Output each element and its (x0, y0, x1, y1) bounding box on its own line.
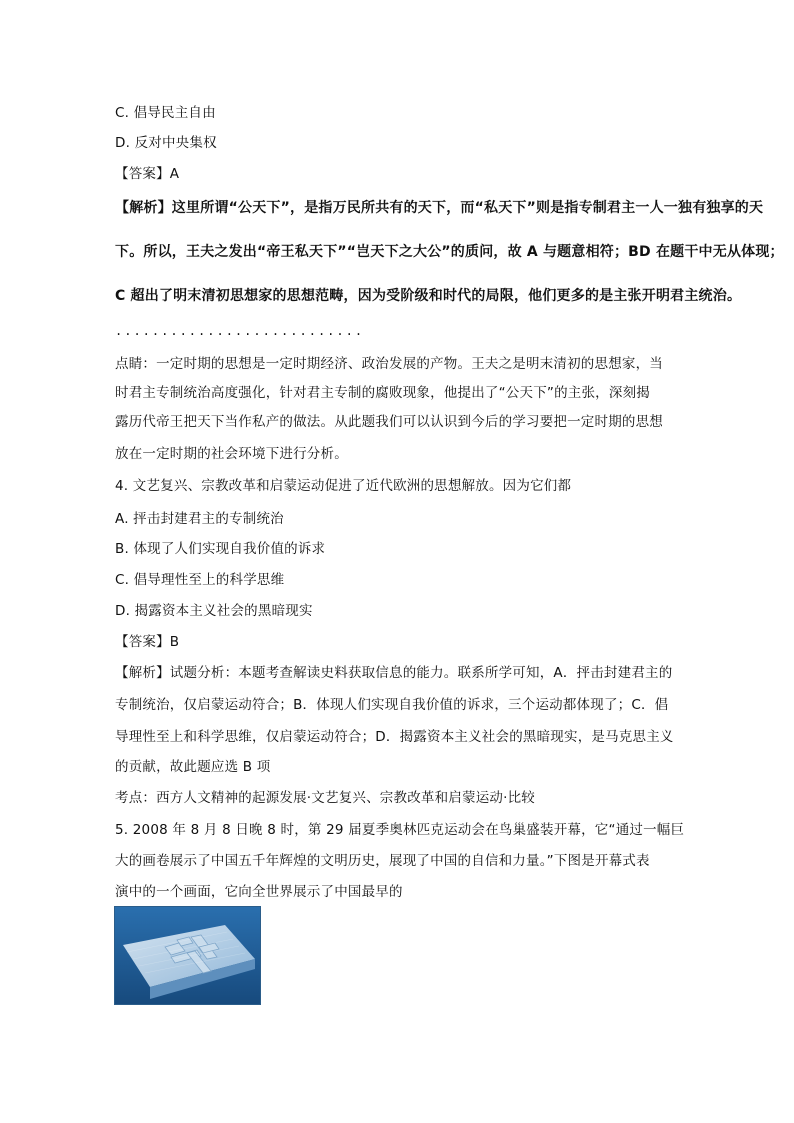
q5-stem-line-1: 5. 2008 年 8 月 8 日晚 8 时，第 29 届夏季奥林匹克运动会在鸟巢盛装开幕，它“通过一幅巨 (115, 822, 685, 838)
q4-analysis-line-1: 【解析】试题分析：本题考查解读史料获取信息的能力。联系所学可知，A．抨击封建君主的 (115, 665, 673, 681)
q4-option-d: D. 揭露资本主义社会的黑暗现实 (115, 603, 313, 619)
opening-ceremony-photo (114, 906, 261, 1005)
q3-option-c: C. 倡导民主自由 (115, 105, 216, 121)
dotted-separator: ........................... (115, 324, 365, 338)
movable-type-scroll-image (115, 907, 260, 1004)
q4-analysis-line-2: 专制统治，仅启蒙运动符合；B．体现人们实现自我价值的诉求，三个运动都体现了；C．倡 (115, 697, 669, 713)
q4-stem: 4. 文艺复兴、宗教改革和启蒙运动促进了近代欧洲的思想解放。因为它们都 (115, 478, 572, 494)
q4-option-b: B. 体现了人们实现自我价值的诉求 (115, 541, 326, 557)
q3-answer: 【答案】A (115, 166, 180, 182)
q4-answer: 【答案】B (115, 634, 180, 650)
q3-comment-line-2: 时君主专制统治高度强化，针对君主专制的腐败现象，他提出了“公天下”的主张，深刻揭 (115, 385, 650, 401)
q4-analysis-line-4: 的贡献，故此题应选 B 项 (115, 759, 271, 775)
q3-option-d: D. 反对中央集权 (115, 135, 217, 151)
q3-comment-line-4: 放在一定时期的社会环境下进行分析。 (115, 446, 348, 462)
q5-stem-line-2: 大的画卷展示了中国五千年辉煌的文明历史，展现了中国的自信和力量。”下图是开幕式表 (115, 853, 650, 869)
q3-analysis-line-2: 下。所以，王夫之发出“帝王私天下”“岂天下之大公”的质问，故 A 与题意相符；BD 在题干中无从体现； (115, 244, 784, 260)
q4-point: 考点：西方人文精神的起源发展·文艺复兴、宗教改革和启蒙运动·比较 (115, 790, 535, 806)
q4-option-a: A. 抨击封建君主的专制统治 (115, 511, 284, 527)
q3-comment-line-1: 点睛：一定时期的思想是一定时期经济、政治发展的产物。王夫之是明末清初的思想家，当 (115, 356, 663, 372)
q5-stem-line-3: 演中的一个画面，它向全世界展示了中国最早的 (115, 884, 403, 900)
q3-analysis-line-3: C 超出了明末清初思想家的思想范畴，因为受阶级和时代的局限，他们更多的是主张开明君主统治。 (115, 288, 742, 304)
q3-analysis-line-1: 【解析】这里所谓“公天下”，是指万民所共有的天下，而“私天下”则是指专制君主一人一独有独享的天 (115, 200, 764, 216)
q4-analysis-line-3: 导理性至上和科学思维，仅启蒙运动符合；D．揭露资本主义社会的黑暗现实，是马克思主义 (115, 729, 674, 745)
q3-comment-line-3: 露历代帝王把天下当作私产的做法。从此题我们可以认识到今后的学习要把一定时期的思想 (115, 414, 663, 430)
q4-option-c: C. 倡导理性至上的科学思维 (115, 572, 285, 588)
